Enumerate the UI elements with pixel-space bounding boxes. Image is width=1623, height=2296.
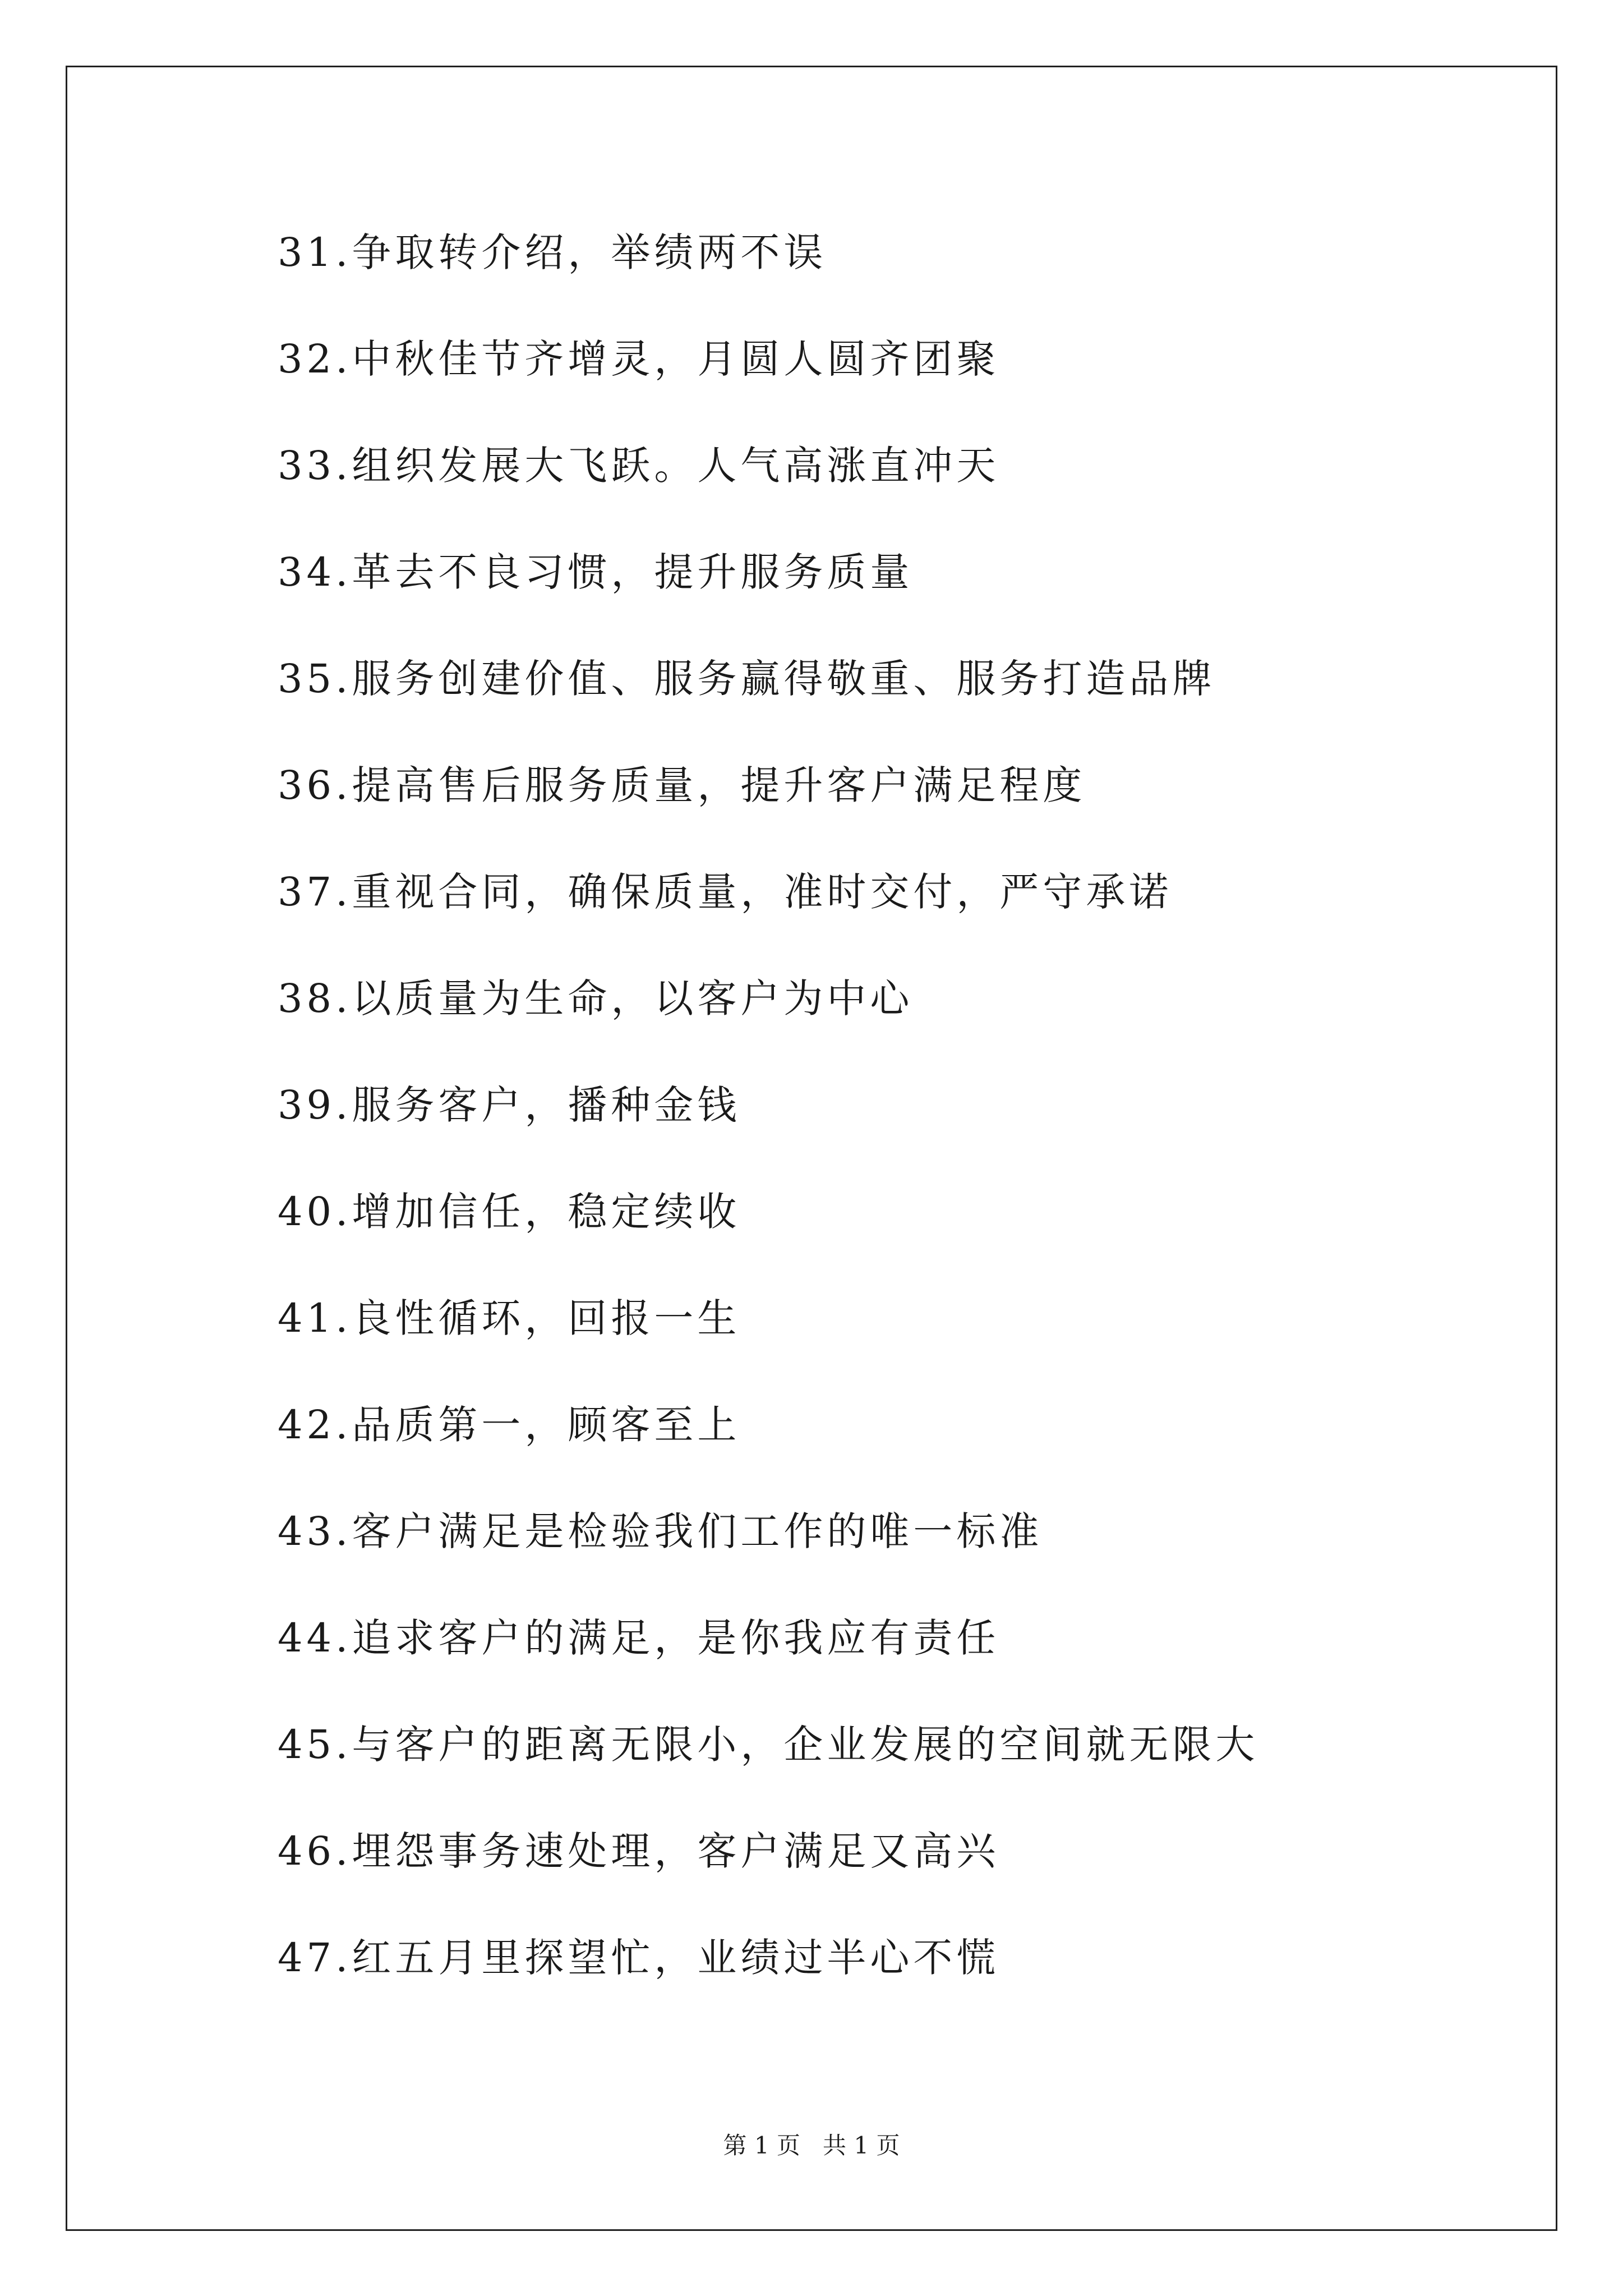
slogan-line: 32.中秋佳节齐增灵，月圆人圆齐团聚: [278, 336, 1000, 382]
slogan-line: 33.组织发展大飞跃。人气高涨直冲天: [278, 443, 1000, 489]
page-number-footer: 第 1 页 共 1 页: [723, 2132, 900, 2159]
slogan-line: 42.品质第一，顾客至上: [278, 1402, 741, 1448]
slogan-line: 43.客户满足是检验我们工作的唯一标准: [278, 1508, 1043, 1554]
slogan-line: 36.提高售后服务质量，提升客户满足程度: [278, 762, 1086, 808]
slogan-line: 40.增加信任，稳定续收: [278, 1189, 741, 1235]
slogan-line: 47.红五月里探望忙，业绩过半心不慌: [278, 1935, 1000, 1981]
slogan-line: 31.争取转介绍，举绩两不误: [278, 229, 827, 275]
slogan-line: 45.与客户的距离无限小，企业发展的空间就无限大: [278, 1722, 1259, 1768]
slogan-line: 37.重视合同，确保质量，准时交付，严守承诺: [278, 869, 1173, 915]
slogan-line: 34.革去不良习惯，提升服务质量: [278, 549, 914, 595]
slogan-line: 35.服务创建价值、服务赢得敬重、服务打造品牌: [278, 656, 1216, 702]
slogan-line: 46.埋怨事务速处理，客户满足又高兴: [278, 1828, 1000, 1874]
slogan-line: 39.服务客户，播种金钱: [278, 1082, 741, 1128]
slogan-line: 41.良性循环，回报一生: [278, 1295, 741, 1341]
slogan-line: 44.追求客户的满足，是你我应有责任: [278, 1615, 1000, 1661]
slogan-list: [278, 222, 1258, 2033]
slogan-line: 38.以质量为生命，以客户为中心: [278, 976, 914, 1022]
